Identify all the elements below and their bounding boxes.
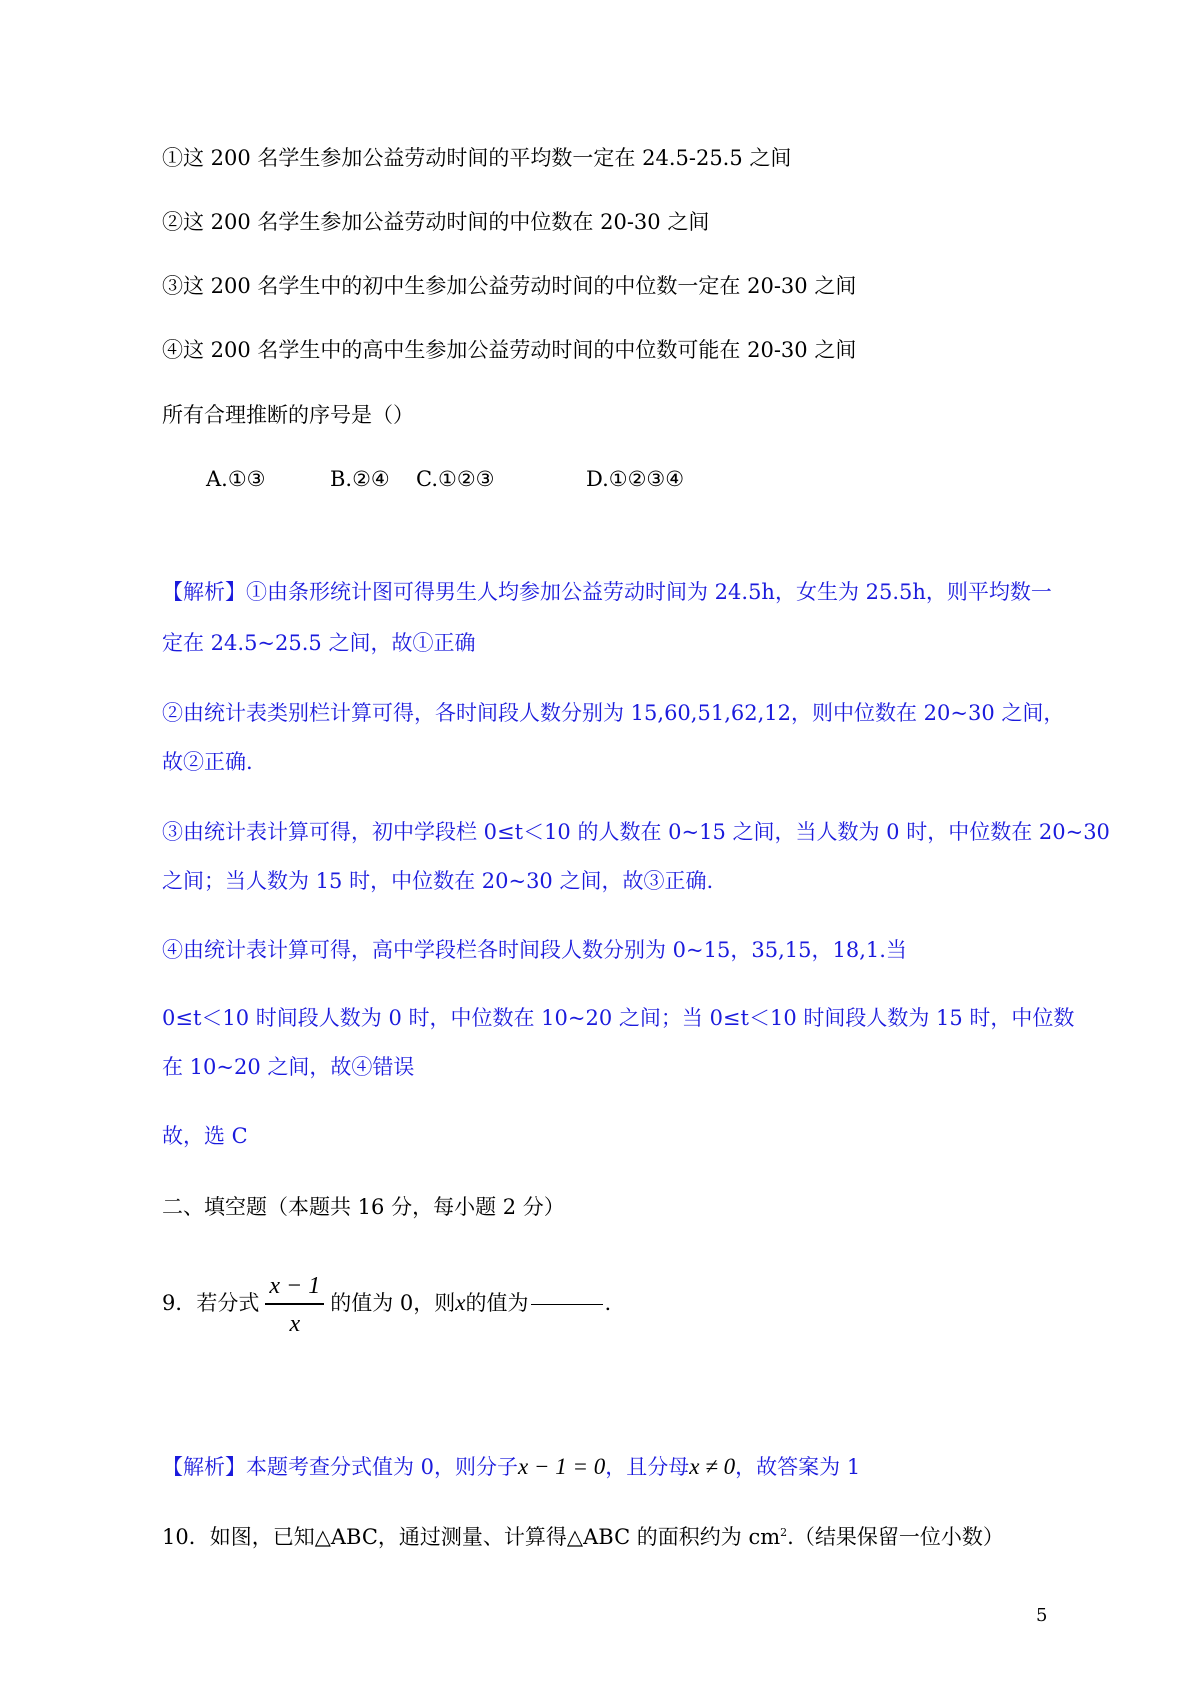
section-heading: 二、填空题（本题共 16 分，每小题 2 分）: [162, 1195, 565, 1219]
q9-middle: 的值为 0，则: [330, 1291, 456, 1315]
analysis-line-9: 在 10~20 之间，故④错误: [162, 1055, 415, 1079]
q10-superscript: 2: [780, 1526, 788, 1539]
analysis2-text-1: 本题考查分式值为 0，则分子: [246, 1455, 519, 1479]
q9-prefix: 9．若分式: [162, 1291, 260, 1315]
statement-2: ②这 200 名学生参加公益劳动时间的中位数在 20-30 之间: [162, 210, 710, 234]
fraction: [265, 1273, 324, 1337]
q9-end: .: [604, 1291, 612, 1315]
analysis-tag: 【解析】: [162, 580, 246, 604]
q9-variable: x: [455, 1290, 466, 1315]
analysis-2: [162, 1453, 860, 1481]
analysis-text: ①由条形统计图可得男生人均参加公益劳动时间为 24.5h，女生为 25.5h，则平均数一: [246, 580, 1052, 604]
statement-4: ④这 200 名学生中的高中生参加公益劳动时间的中位数可能在 20-30 之间: [162, 338, 857, 362]
fraction-numerator: x − 1: [265, 1273, 324, 1305]
statement-1: ①这 200 名学生参加公益劳动时间的平均数一定在 24.5-25.5 之间: [162, 146, 792, 170]
analysis-line-8: 0≤t＜10 时间段人数为 0 时，中位数在 10~20 之间；当 0≤t＜10 时间段人数为 15 时，中位数: [162, 1006, 1075, 1030]
analysis2-tag: 【解析】: [162, 1455, 246, 1479]
option-d: D.①②③④: [586, 467, 685, 491]
q10-text: 10．如图，已知△ABC，通过测量、计算得△ABC 的面积约为 cm: [162, 1525, 781, 1549]
analysis-line-6: 之间；当人数为 15 时，中位数在 20~30 之间，故③正确.: [162, 869, 714, 893]
equation-numerator-zero: x − 1 = 0: [518, 1454, 606, 1479]
analysis-line-5: ③由统计表计算可得，初中学段栏 0≤t＜10 的人数在 0~15 之间，当人数为 0 时，中位数在 20~30: [162, 820, 1110, 844]
statement-3: ③这 200 名学生中的初中生参加公益劳动时间的中位数一定在 20-30 之间: [162, 274, 857, 298]
question-9: [162, 1263, 611, 1343]
analysis-line-7: ④由统计表计算可得，高中学段栏各时间段人数分别为 0~15，35,15，18,1.当: [162, 938, 907, 962]
analysis-line-1: [162, 578, 1052, 606]
analysis2-text-2: ，且分母: [605, 1455, 690, 1479]
answer-options: [162, 465, 762, 493]
analysis-line-4: 故②正确.: [162, 750, 253, 774]
q10-rest: .（结果保留一位小数）: [787, 1525, 1004, 1549]
equation-denominator-nonzero: x ≠ 0: [689, 1454, 736, 1479]
analysis-conclusion: 故，选 C: [162, 1124, 248, 1148]
analysis2-text-3: ，故答案为 1: [735, 1455, 861, 1479]
analysis-line-2: 定在 24.5~25.5 之间，故①正确: [162, 631, 476, 655]
option-c: C.①②③: [416, 467, 495, 491]
q9-suffix: 的值为: [465, 1291, 529, 1315]
question-prompt: 所有合理推断的序号是（）: [162, 403, 414, 427]
fraction-denominator: x: [289, 1310, 301, 1337]
page-number: 5: [1036, 1605, 1048, 1626]
answer-blank: [531, 1304, 603, 1305]
option-b: B.②④: [330, 467, 390, 491]
option-a: A.①③: [206, 467, 266, 491]
question-10: [162, 1523, 1004, 1551]
analysis-line-3: ②由统计表类别栏计算可得，各时间段人数分别为 15,60,51,62,12，则中位数在 20~30 之间，: [162, 701, 1065, 725]
